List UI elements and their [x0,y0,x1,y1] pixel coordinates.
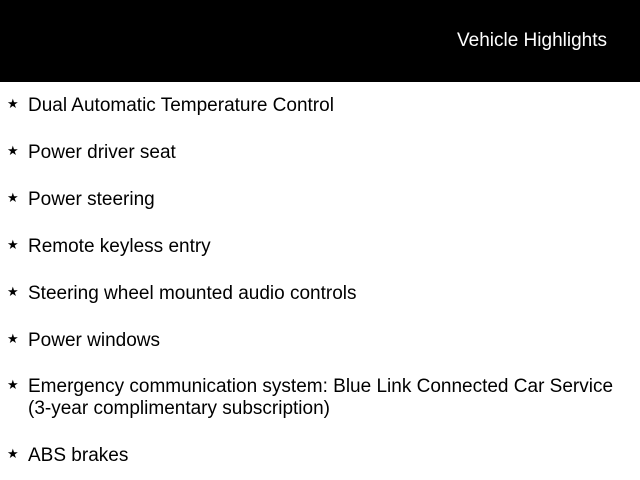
list-item-label: Power windows [28,330,160,351]
list-item-label: Power driver seat [28,142,176,163]
list-item-label: Steering wheel mounted audio controls [28,283,357,304]
star-icon: ★ [7,143,19,158]
star-icon: ★ [7,284,19,299]
list-item-label: ABS brakes [28,445,129,466]
list-item-label: Dual Automatic Temperature Control [28,95,334,116]
star-icon: ★ [7,237,19,252]
star-icon: ★ [7,446,19,461]
star-icon: ★ [7,377,19,392]
page-title: Vehicle Highlights [457,30,607,51]
list-item-label: Emergency communication system: Blue Link Connected Car Service (3-year complimentary subscription) [28,376,614,419]
star-icon: ★ [7,96,19,111]
list-item-label: Remote keyless entry [28,236,211,257]
star-icon: ★ [7,331,19,346]
header-bar [0,0,640,82]
list-item-label: Power steering [28,189,155,210]
star-icon: ★ [7,190,19,205]
